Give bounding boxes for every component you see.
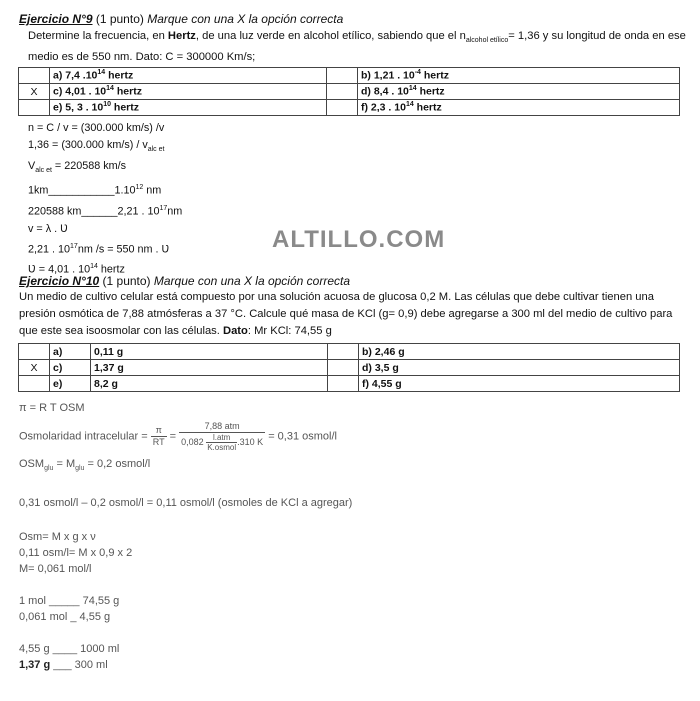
option-unit: hertz — [416, 85, 445, 98]
watermark: ALTILLO.COM — [272, 226, 446, 253]
option-letter: b) — [362, 345, 372, 358]
q10-option-e-letter[interactable]: e) — [50, 376, 91, 392]
option-text: 4,01 . 10 — [65, 85, 107, 98]
q10-work-line: 0,061 mol _ 4,55 g — [19, 611, 111, 624]
q9-statement-a: Determine la frecuencia, en — [28, 30, 168, 42]
q10-option-e[interactable]: 8,2 g — [91, 376, 328, 392]
option-exponent: 14 — [405, 101, 414, 109]
q10-statement — [19, 289, 689, 340]
q10-empty-cell — [328, 376, 359, 392]
q9-mark-cell[interactable]: X — [19, 84, 50, 100]
q9-option-row — [19, 100, 680, 116]
q10-work-line: 0,31 osmol/l – 0,2 osmol/l = 0,11 osmol/l (osmoles de KCl a agregar) — [19, 497, 353, 510]
fraction-pi-rt: $\frac{\pi}{RT}$ — [152, 425, 165, 447]
q9-title — [19, 12, 343, 26]
option-letter: c) — [53, 85, 63, 98]
q9-option-b[interactable] — [358, 68, 680, 84]
q9-work-line: Ʋ = 4,01 . $10^{14}$ hertz — [28, 263, 125, 276]
q10-option-d[interactable] — [359, 360, 680, 376]
option-letter: a) — [53, 69, 63, 82]
option-unit: hertz — [111, 101, 140, 114]
option-exponent: 14 — [97, 69, 106, 77]
q9-mark-cell[interactable] — [19, 68, 50, 84]
option-text: 7,4 .10 — [65, 69, 98, 82]
q10-option-a-letter[interactable]: a) — [50, 344, 91, 360]
q9-empty-cell — [327, 100, 358, 116]
q10-options-table — [18, 343, 680, 392]
q10-empty-cell — [328, 360, 359, 376]
q9-option-d[interactable] — [358, 84, 680, 100]
option-text: 5, 3 . 10 — [65, 101, 104, 114]
q9-work-line: 220588 km______2,21 . $10^{17}nm$ — [28, 204, 183, 218]
q9-work-line: n = C / v = (300.000 km/s) /v — [28, 122, 165, 134]
option-letter: f) — [361, 101, 368, 114]
q10-statement-c: : Mr KCl: 74,55 g — [247, 325, 332, 337]
q9-work-line: 1,36 = (300.000 $km/s) / v_{alc et}$ — [28, 139, 165, 154]
q9-empty-cell — [327, 84, 358, 100]
q10-work-line: 1 mol _____ 74,55 g — [19, 595, 120, 608]
q9-option-a[interactable] — [50, 68, 327, 84]
option-unit: hertz — [420, 69, 449, 82]
option-text: 8,4 . 10 — [373, 85, 409, 98]
q9-statement — [28, 28, 693, 66]
q9-option-f[interactable] — [358, 100, 680, 116]
q10-solution — [19, 400, 352, 673]
q9-option-row — [19, 84, 680, 100]
q10-work-line: M= 0,061 mol/l — [19, 563, 92, 576]
q10-empty-cell — [328, 344, 359, 360]
q10-option-row — [19, 360, 680, 376]
q10-work-line: 4,55 g ____ 1000 ml — [19, 643, 120, 656]
q9-empty-cell — [327, 68, 358, 84]
q9-work-line: 2,21 . $10^{17}nm$ /s = 550 nm . Ʋ — [28, 242, 170, 256]
q10-option-c-letter[interactable]: c) — [50, 360, 91, 376]
q10-work-line: 0,11 osm/l= M x 0,9 x 2 — [19, 547, 133, 560]
q9-work-line: 1km___________1.10$^{12}$ nm — [28, 184, 162, 197]
option-exponent: 14 — [106, 85, 114, 93]
q9-label: Ejercicio N°9 — [19, 12, 93, 26]
q9-statement-sub: alcohol etílico — [465, 37, 509, 45]
option-value: 3,5 g — [374, 361, 399, 374]
q10-option-f[interactable] — [359, 376, 680, 392]
option-value: 4,55 g — [371, 377, 402, 390]
q10-work-line: $OSM_{glu} = M_{glu} = 0,2$ osmol/l — [19, 458, 151, 473]
option-exponent: 10 — [103, 101, 112, 109]
q9-option-e[interactable] — [50, 100, 327, 116]
q10-mark-cell[interactable] — [19, 344, 50, 360]
q10-points: (1 punto) — [99, 274, 154, 288]
option-letter: d) — [362, 361, 372, 374]
q10-work-line: π = R T OSM — [19, 402, 85, 414]
option-letter: d) — [361, 85, 371, 98]
fraction-osmolarity: 7,88 atm 0,082 $\frac{\text{l.atm}}{\text{K.osmol}}$ .310 K — [181, 421, 264, 452]
q9-solution — [28, 120, 182, 279]
option-letter: b) — [361, 69, 371, 82]
q10-option-c[interactable]: 1,37 g — [91, 360, 328, 376]
option-exponent: -4 — [414, 69, 421, 77]
option-text: 2,3 . 10 — [370, 101, 406, 114]
option-exponent: 14 — [408, 85, 417, 93]
q9-mark-cell[interactable] — [19, 100, 50, 116]
q10-option-row — [19, 344, 680, 360]
q9-option-row — [19, 68, 680, 84]
q9-statement-c: , de una luz verde en alcohol etílico, sabiendo que el n — [195, 30, 466, 42]
q9-points: (1 punto) — [92, 12, 148, 26]
q10-option-b[interactable] — [359, 344, 680, 360]
q9-options-table — [18, 67, 680, 116]
q10-option-row — [19, 376, 680, 392]
q10-statement-a: Un medio de cultivo celular está compuesto por una solución acuosa de glucosa 0,2 M. Las células que debe cultivar tienen una presión osmótica de 7,88 atmósferas a 37 °C. Calcule qué masa de KCl (g= 0,9) debe agregarse a 300 ml del medio de cultivo para que este sea isoosmolar con las células. — [19, 291, 673, 337]
option-unit: hertz — [113, 85, 142, 98]
option-unit: hertz — [105, 69, 134, 82]
q10-instruction: Marque con una X la opción correcta — [153, 274, 351, 288]
q9-work-line: $V_{alc et} = 220588$ km/s — [28, 160, 127, 175]
q10-statement-dato: Dato — [222, 325, 248, 337]
option-text: 1,21 . 10 — [373, 69, 415, 82]
q10-label: Ejercicio N°10 — [19, 274, 100, 288]
q9-instruction: Marque con una X la opción correcta — [147, 12, 344, 26]
q10-work-line: Osm= M x g x ν — [19, 531, 96, 544]
q10-mark-cell[interactable] — [19, 376, 50, 392]
option-letter: e) — [53, 101, 63, 114]
q10-mark-cell[interactable]: X — [19, 360, 50, 376]
option-unit: hertz — [413, 101, 442, 114]
q10-work-line: 1,37 g ___ 300 ml — [19, 659, 108, 672]
option-letter: f) — [362, 377, 369, 390]
q10-title — [19, 274, 350, 288]
q9-work-line: v = λ . Ʋ — [28, 222, 68, 235]
q10-option-a[interactable]: 0,11 g — [91, 344, 328, 360]
q9-statement-d: = 1,36 y su longitud de onda en ese medio es de 550 nm. Dato: C = 300000 Km/s; — [28, 30, 686, 64]
q9-option-c[interactable] — [50, 84, 327, 100]
q9-statement-hertz: Hertz — [167, 30, 196, 42]
q10-osmolarity-line: Osmolaridad intracelular = $\frac{\pi}{RT}$ = 7,88 atm 0,082 $\frac{\text{l.atm}}{\text{K.osmol}}$ .310 K = 0,31 osmol/l — [19, 421, 337, 452]
option-value: 2,46 g — [374, 345, 405, 358]
